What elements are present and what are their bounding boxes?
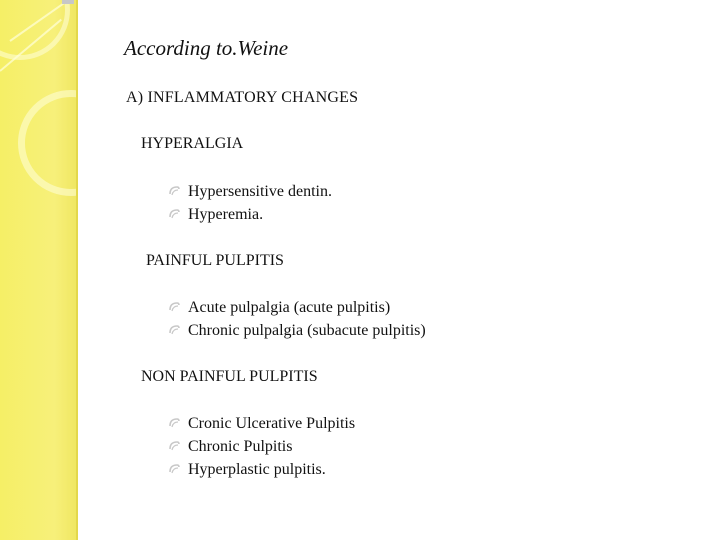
list-item bbox=[168, 412, 355, 435]
swirl-bullet-icon bbox=[168, 324, 180, 336]
list-item-text: Cronic Ulcerative Pulpitis bbox=[188, 415, 356, 432]
list-item-text: Hypersensitive dentin. bbox=[188, 183, 332, 200]
swirl-bullet-icon bbox=[168, 417, 180, 429]
group-title-painful-pulpitis: PAINFUL PULPITIS bbox=[146, 252, 284, 269]
list-item bbox=[168, 296, 426, 319]
list-item bbox=[168, 458, 355, 481]
swirl-bullet-icon bbox=[168, 440, 180, 452]
list-item-text: Chronic Pulpitis bbox=[188, 438, 293, 455]
list-item bbox=[168, 435, 355, 458]
bullet-list bbox=[168, 412, 355, 481]
list-item-text: Chronic pulpalgia (subacute pulpitis) bbox=[188, 322, 426, 339]
sidebar-edge bbox=[76, 0, 78, 540]
list-item-text: Hyperplastic pulpitis. bbox=[188, 461, 326, 478]
bullet-list bbox=[168, 296, 426, 342]
decorative-sidebar bbox=[0, 0, 78, 540]
list-item bbox=[168, 180, 332, 203]
bullet-list bbox=[168, 180, 332, 226]
list-item bbox=[168, 203, 332, 226]
list-item bbox=[168, 319, 426, 342]
swirl-bullet-icon bbox=[168, 185, 180, 197]
section-title: A) INFLAMMATORY CHANGES bbox=[126, 89, 359, 106]
group-title-hyperalgia: HYPERALGIA bbox=[141, 135, 244, 152]
group-title-non-painful-pulpitis: NON PAINFUL PULPITIS bbox=[141, 368, 318, 385]
slide-heading: According to.Weine bbox=[124, 36, 289, 60]
decorative-ring bbox=[0, 0, 70, 60]
list-item-text: Acute pulpalgia (acute pulpitis) bbox=[188, 299, 391, 316]
top-mark bbox=[62, 0, 74, 4]
list-item-text: Hyperemia. bbox=[188, 206, 264, 223]
swirl-bullet-icon bbox=[168, 463, 180, 475]
decorative-ring bbox=[18, 90, 78, 196]
swirl-bullet-icon bbox=[168, 301, 180, 313]
swirl-bullet-icon bbox=[168, 208, 180, 220]
